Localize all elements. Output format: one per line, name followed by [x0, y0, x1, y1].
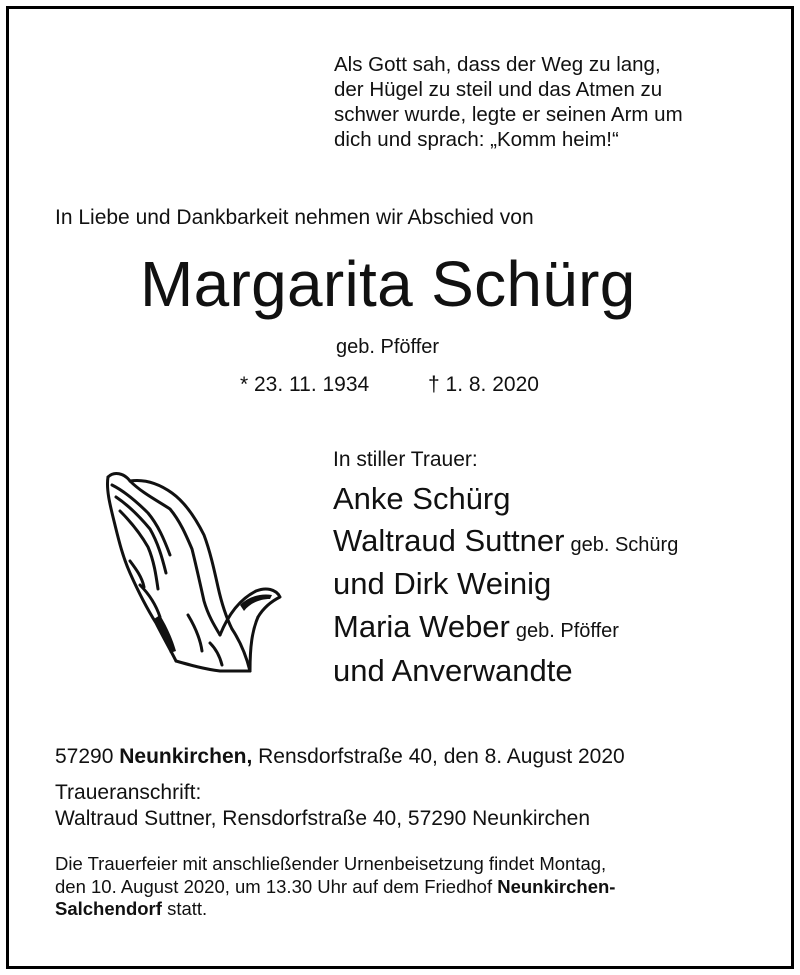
poem-line: schwer wurde, legte er seinen Arm um [334, 103, 683, 126]
mourner-note: geb. Pföffer [515, 620, 619, 642]
ceremony-text: den 10. August 2020, um 13.30 Uhr auf dem Friedhof [55, 875, 493, 897]
death-date: † 1. 8. 2020 [428, 373, 539, 396]
mourner-entry [333, 483, 511, 514]
mourner-name: Waltraud Suttner [333, 523, 565, 558]
ceremony-line [55, 898, 755, 921]
mourner-entry [333, 655, 573, 686]
street-date: Rensdorfstraße 40, den 8. August 2020 [258, 745, 625, 768]
town: Neunkirchen, [119, 745, 253, 768]
ceremony-text: statt. [167, 898, 208, 919]
mourner-entry [333, 525, 678, 556]
mourner-name: und Dirk Weinig [333, 566, 552, 601]
mourner-entry [333, 611, 619, 642]
mourners-heading: In stiller Trauer: [333, 448, 478, 471]
mourner-name: Maria Weber [333, 609, 510, 644]
mourner-name: und Anverwandte [333, 653, 573, 688]
cemetery-name: Neunkirchen- [497, 875, 616, 897]
location-date-line [55, 746, 625, 767]
condolence-label: Traueranschrift: [55, 781, 202, 804]
poem-line: Als Gott sah, dass der Weg zu lang, [334, 53, 661, 76]
mourner-note: geb. Schürg [570, 534, 679, 556]
birth-date: * 23. 11. 1934 [240, 373, 370, 396]
ceremony-line: Die Trauerfeier mit anschließender Urnenbeisetzung findet Montag, [55, 853, 607, 874]
praying-hands-icon [100, 465, 285, 680]
mourner-name: Anke Schürg [333, 481, 511, 516]
condolence-address [55, 780, 590, 832]
mourner-entry [333, 568, 551, 599]
intro-text: In Liebe und Dankbarkeit nehmen wir Abschied von [55, 206, 534, 229]
poem [334, 52, 683, 152]
ceremony-line [55, 876, 755, 899]
postal-code: 57290 [55, 745, 114, 768]
cemetery-name-cont: Salchendorf [55, 898, 162, 919]
ceremony-info [55, 853, 755, 921]
poem-line: dich und sprach: „Komm heim!“ [334, 128, 619, 151]
deceased-name: Margarita Schürg [140, 248, 636, 320]
poem-line: der Hügel zu steil und das Atmen zu [334, 78, 663, 101]
maiden-name: geb. Pföffer [336, 336, 440, 358]
condolence-value: Waltraud Suttner, Rensdorfstraße 40, 57290 Neunkirchen [55, 807, 591, 830]
